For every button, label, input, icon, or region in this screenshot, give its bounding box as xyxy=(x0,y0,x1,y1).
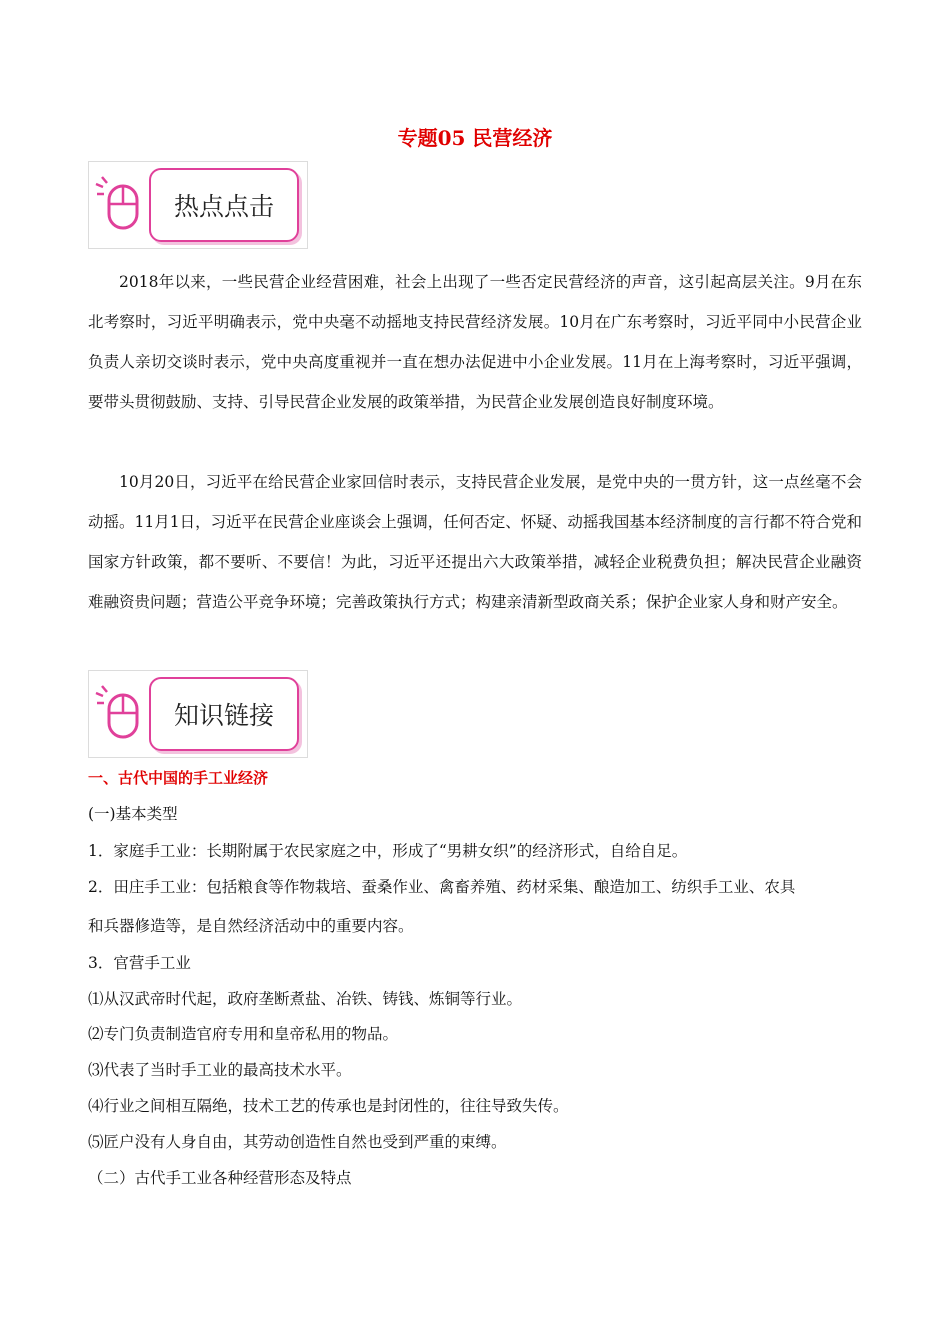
section-heading: 一、古代中国的手工业经济 xyxy=(88,769,269,787)
badge-knowledge-link xyxy=(88,670,308,758)
badge-label: 热点点击 xyxy=(149,168,299,242)
page-title: 专题05 民营经济 xyxy=(397,126,553,150)
sub-list-item: ⑷行业之间相互隔绝，技术工艺的传承也是封闭性的，往往导致失传。 xyxy=(88,1097,569,1115)
sub-list-item: ⑸匠户没有人身自由，其劳动创造性自然也受到严重的束缚。 xyxy=(88,1133,507,1151)
sub-list-item: ⑶代表了当时手工业的最高技术水平。 xyxy=(88,1061,352,1079)
sub-list-item: ⑵专门负责制造官府专用和皇帝私用的物品。 xyxy=(88,1025,399,1043)
list-item: 1．家庭手工业：长期附属于农民家庭之中，形成了“男耕女织”的经济形式，自给自足。 xyxy=(88,842,688,860)
subheading-forms: （二）古代手工业各种经营形态及特点 xyxy=(88,1169,352,1187)
list-item: 2．田庄手工业：包括粮食等作物栽培、蚕桑作业、禽畜养殖、药材采集、酿造加工、纺织手工业、农具 xyxy=(88,878,796,896)
paragraph-2: 10月20日，习近平在给民营企业家回信时表示，支持民营企业发展，是党中央的一贯方针，这一点丝毫不会动摇。11月1日，习近平在民营企业座谈会上强调，任何否定、怀疑、动摇我国基本经济制度的言行都不符合党和国家方针政策，都不要听、不要信！为此，习近平还提出六大政策举措，减轻企业税费负担；解决民营企业融资难融资贵问题；营造公平竞争环境；完善政策执行方式；构建亲清新型政商关系；保护企业家人身和财产安全。 xyxy=(88,473,862,611)
list-item: 3．官营手工业 xyxy=(88,954,191,972)
subheading-types: (一)基本类型 xyxy=(88,805,178,823)
paragraph-1: 2018年以来，一些民营企业经营困难，社会上出现了一些否定民营经济的声音，这引起高层关注。9月在东北考察时，习近平明确表示，党中央毫不动摇地支持民营经济发展。10月在广东考察时，习近平同中小民营企业负责人亲切交谈时表示，党中央高度重视并一直在想办法促进中小企业发展。11月在上海考察时，习近平强调，要带头贯彻鼓励、支持、引导民营企业发展的政策举措，为民营企业发展创造良好制度环境。 xyxy=(88,273,862,411)
badge-label: 知识链接 xyxy=(149,677,299,751)
computer-mouse-icon xyxy=(93,174,145,234)
computer-mouse-icon xyxy=(93,683,145,743)
list-item-continued: 和兵器修造等，是自然经济活动中的重要内容。 xyxy=(88,917,414,935)
badge-hot-topic xyxy=(88,161,308,249)
sub-list-item: ⑴从汉武帝时代起，政府垄断煮盐、冶铁、铸钱、炼铜等行业。 xyxy=(88,990,523,1008)
